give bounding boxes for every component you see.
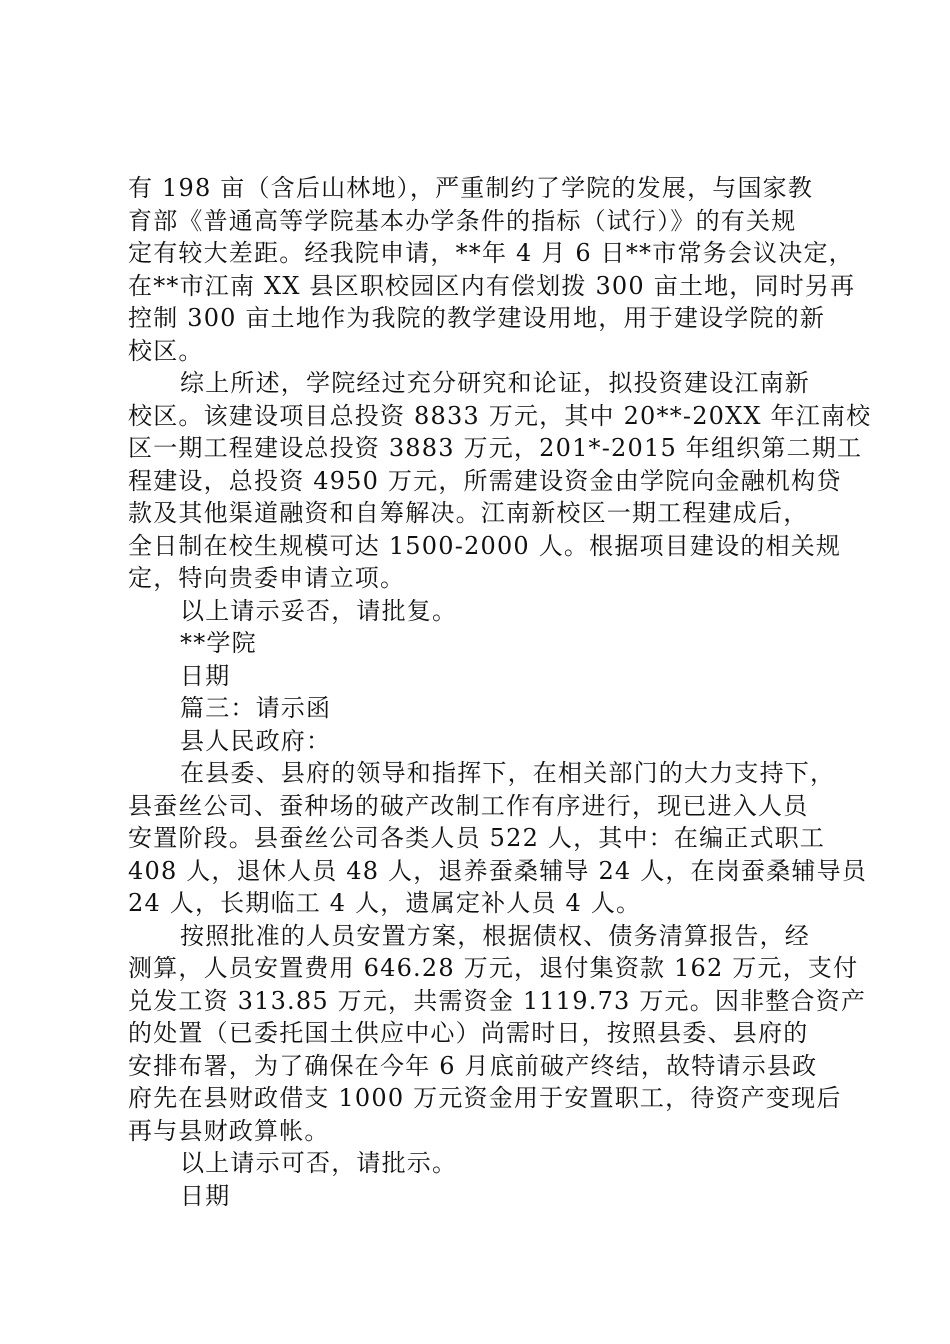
document-line: 校区。该建设项目总投资 8833 万元，其中 20**-20XX 年江南校 [128, 401, 872, 430]
document-line: 篇三：请示函 [180, 694, 332, 722]
document-line: 按照批准的人员安置方案，根据债权、债务清算报告，经 [180, 921, 810, 950]
document-line: 全日制在校生规模可达 1500-2000 人。根据项目建设的相关规 [128, 531, 842, 560]
document-line: 日期 [180, 1181, 231, 1210]
document-line: 再与县财政算帐。 [128, 1116, 330, 1145]
document-line: 在**市江南 XX 县区职校园区内有偿划拨 300 亩土地，同时另再 [128, 271, 856, 300]
document-line: 安置阶段。县蚕丝公司各类人员 522 人，其中：在编正式职工 [128, 824, 826, 852]
document-line: 安排布署，为了确保在今年 6 月底前破产终结，故特请示县政 [128, 1051, 818, 1080]
document-line: 以上请示可否，请批示。 [180, 1149, 458, 1177]
document-line: 的处置（已委托国土供应中心）尚需时日，按照县委、县府的 [128, 1019, 809, 1047]
document-line: 408 人，退休人员 48 人，退养蚕桑辅导 24 人，在岗蚕桑辅导员 [128, 856, 868, 885]
document-line: 区一期工程建设总投资 3883 万元，201*-2015 年组织第二期工 [128, 434, 863, 462]
document-line: 兑发工资 313.85 万元，共需资金 1119.73 万元。因非整合资产 [128, 986, 867, 1015]
document-line: 程建设，总投资 4950 万元，所需建设资金由学院向金融机构贷 [128, 466, 842, 495]
document-line: 府先在县财政借支 1000 万元资金用于安置职工，待资产变现后 [128, 1084, 842, 1112]
document-line: **学院 [180, 629, 257, 657]
document-line: 有 198 亩（含后山林地），严重制约了学院的发展，与国家教 [128, 174, 814, 202]
document-line: 款及其他渠道融资和自筹解决。江南新校区一期工程建成后， [128, 499, 809, 527]
document-line: 测算，人员安置费用 646.28 万元，退付集资款 162 万元，支付 [128, 954, 859, 982]
document-line: 育部《普通高等学院基本办学条件的指标（试行）》的有关规 [128, 206, 797, 235]
document-line: 日期 [180, 661, 231, 690]
document-line: 县蚕丝公司、蚕种场的破产改制工作有序进行，现已进入人员 [128, 791, 809, 820]
document-line: 在县委、县府的领导和指挥下，在相关部门的大力支持下， [180, 759, 836, 787]
document-line: 定有较大差距。经我院申请，**年 4 月 6 日**市常务会议决定， [128, 239, 854, 267]
document-body [128, 172, 872, 1212]
document-line: 24 人，长期临工 4 人，遗属定补人员 4 人。 [128, 889, 642, 917]
document-line: 校区。 [128, 336, 204, 365]
document-line: 控制 300 亩土地作为我院的教学建设用地，用于建设学院的新 [128, 304, 826, 332]
document-line: 定，特向贵委申请立项。 [128, 564, 406, 592]
document-line: 以上请示妥否，请批复。 [180, 596, 458, 625]
document-line: 综上所述，学院经过充分研究和论证，拟投资建设江南新 [180, 369, 810, 397]
document-line: 县人民政府： [180, 726, 332, 755]
